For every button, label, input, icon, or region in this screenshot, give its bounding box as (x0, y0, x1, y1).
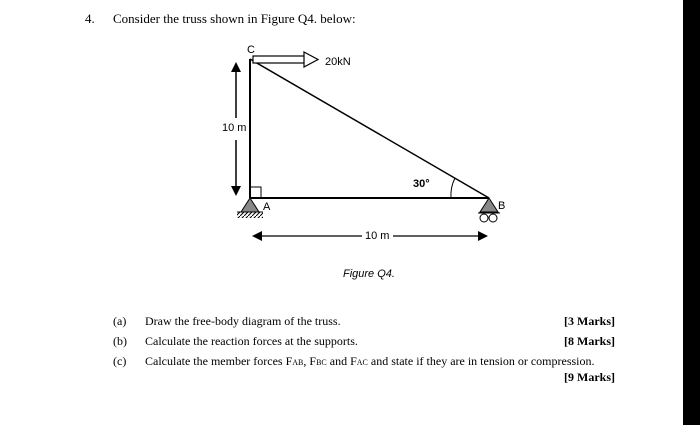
part-a-text: Draw the free-body diagram of the truss. (145, 314, 341, 328)
load-arrow (253, 52, 318, 67)
part-a-marks: [3 Marks] (564, 314, 615, 328)
angle-label: 30° (413, 178, 430, 190)
right-angle-marker (250, 187, 261, 198)
question-number: 4. (85, 11, 95, 26)
member-bc (250, 59, 489, 198)
angle-arc (451, 178, 455, 198)
node-b-label: B (498, 200, 506, 212)
question-text: Consider the truss shown in Figure Q4. below: (113, 11, 356, 26)
node-a-label: A (263, 201, 271, 213)
width-dimension-label: 10 m (365, 230, 390, 242)
height-dimension-label: 10 m (222, 122, 247, 134)
part-c-marks: [9 Marks] (564, 370, 615, 384)
node-c-label: C (247, 44, 255, 56)
part-c-label: (c) (113, 354, 127, 368)
part-c-text: Calculate the member forces FAB, FBC and FAC and state if they are in tension or compression. (145, 354, 595, 368)
roller-support-b (478, 198, 500, 222)
part-b-marks: [8 Marks] (564, 334, 615, 348)
part-b-label: (b) (113, 334, 127, 348)
part-b-text: Calculate the reaction forces at the supports. (145, 334, 358, 348)
part-a-label: (a) (113, 314, 127, 328)
figure-caption: Figure Q4. (343, 268, 395, 280)
load-label: 20kN (325, 56, 351, 68)
pin-support-a (237, 198, 263, 218)
